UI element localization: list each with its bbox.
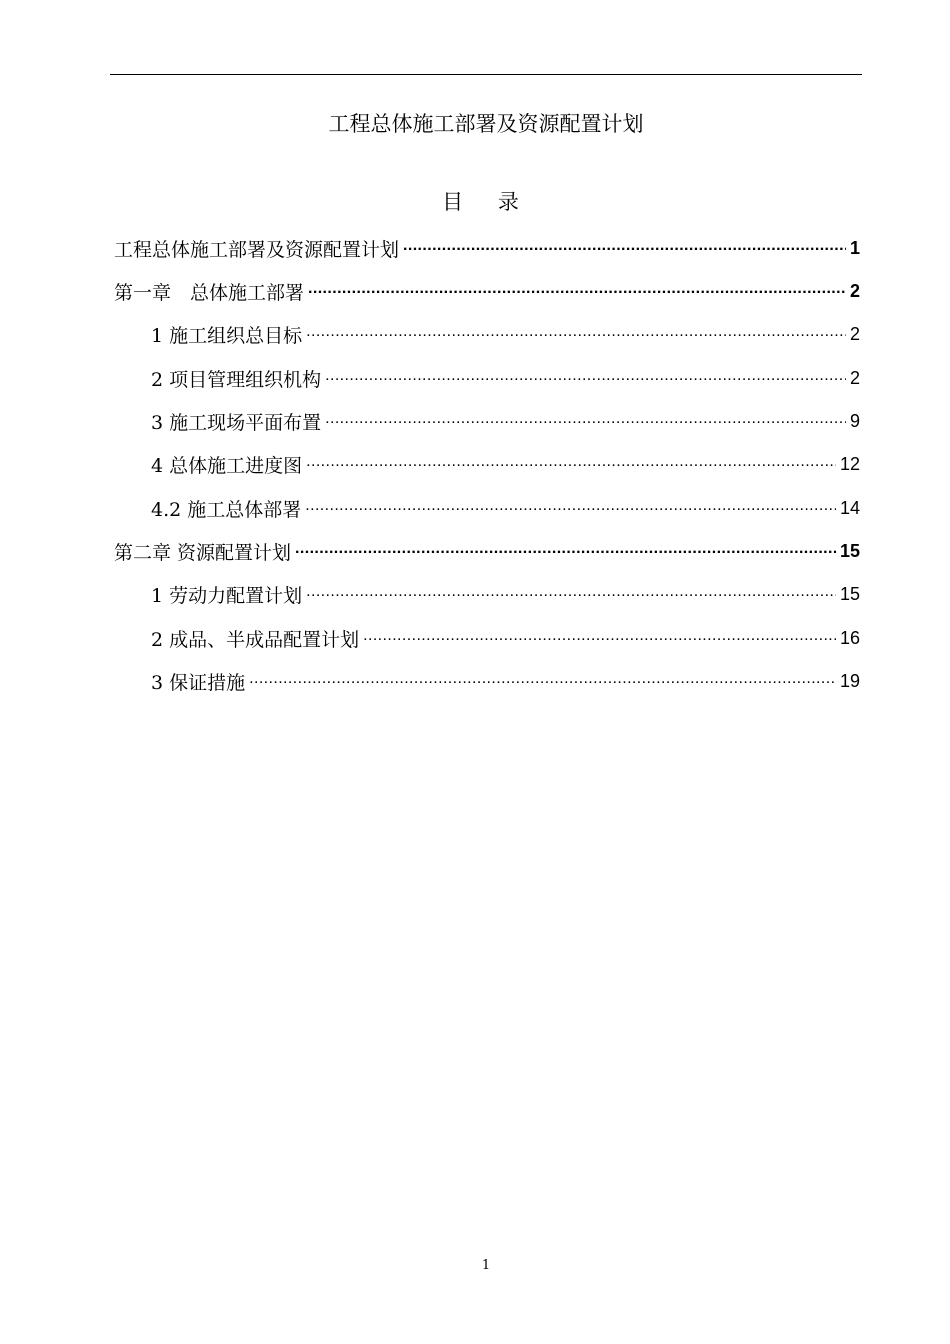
- toc-dot-leader: [306, 574, 836, 614]
- toc-dot-leader: [363, 618, 836, 658]
- toc-dot-leader: [306, 314, 846, 354]
- toc-entry-label: 3 保证措施: [151, 671, 246, 694]
- toc-entry-section-2-2[interactable]: [151, 618, 860, 658]
- toc-entry-section-1-4-2[interactable]: [151, 488, 860, 528]
- toc-entry-page: 2: [849, 367, 860, 388]
- toc-heading: 目 录: [442, 190, 533, 214]
- toc-entry-label: 3 施工现场平面布置: [151, 411, 322, 434]
- toc-dot-leader: [308, 271, 846, 311]
- toc-entry-label: 2 项目管理组织机构: [151, 368, 322, 391]
- toc-entry-label: 4.2 施工总体部署: [151, 498, 302, 521]
- toc-dot-leader: [306, 444, 836, 484]
- page-number: 1: [481, 1258, 491, 1273]
- toc-entry-section-2-3[interactable]: [151, 661, 860, 701]
- toc-entry-label: 工程总体施工部署及资源配置计划: [114, 238, 400, 261]
- toc-entry-page: 9: [849, 410, 860, 431]
- toc-entry-label: 4 总体施工进度图: [151, 454, 303, 477]
- toc-dot-leader: [295, 531, 836, 571]
- toc-entry-section-1-4[interactable]: [151, 444, 860, 484]
- toc-entry-section-1-1[interactable]: [151, 314, 860, 354]
- toc-dot-leader: [305, 488, 836, 528]
- toc-entry-page: 2: [849, 323, 860, 344]
- toc-entry-page: 14: [839, 497, 860, 518]
- toc-dot-leader: [249, 661, 836, 701]
- header-rule: [110, 74, 862, 75]
- toc-entry-section-1-3[interactable]: [151, 401, 860, 441]
- toc-entry-page: 2: [849, 280, 860, 301]
- toc-entry-label: 1 施工组织总目标: [151, 324, 303, 347]
- toc-entry-section-1-2[interactable]: [151, 358, 860, 398]
- document-title: 工程总体施工部署及资源配置计划: [328, 112, 644, 136]
- toc-entry-page: 15: [839, 583, 860, 604]
- toc-entry-page: 12: [839, 453, 860, 474]
- toc-dot-leader: [325, 358, 846, 398]
- toc-entry-page: 1: [849, 237, 860, 258]
- toc-entry-page: 16: [839, 627, 860, 648]
- toc-entry-project-title[interactable]: [114, 228, 860, 268]
- toc-entry-label: 第一章 总体施工部署: [114, 281, 305, 304]
- toc-entry-section-2-1[interactable]: [151, 574, 860, 614]
- toc-entry-chapter-1[interactable]: [114, 271, 860, 311]
- toc-entry-page: 19: [839, 670, 860, 691]
- toc-dot-leader: [403, 228, 846, 268]
- toc-entry-chapter-2[interactable]: [114, 531, 860, 571]
- toc-entry-page: 15: [839, 540, 860, 561]
- toc-entry-label: 1 劳动力配置计划: [151, 584, 303, 607]
- toc-dot-leader: [325, 401, 846, 441]
- toc-entry-label: 2 成品、半成品配置计划: [151, 628, 360, 651]
- toc-entry-label: 第二章 资源配置计划: [114, 541, 292, 564]
